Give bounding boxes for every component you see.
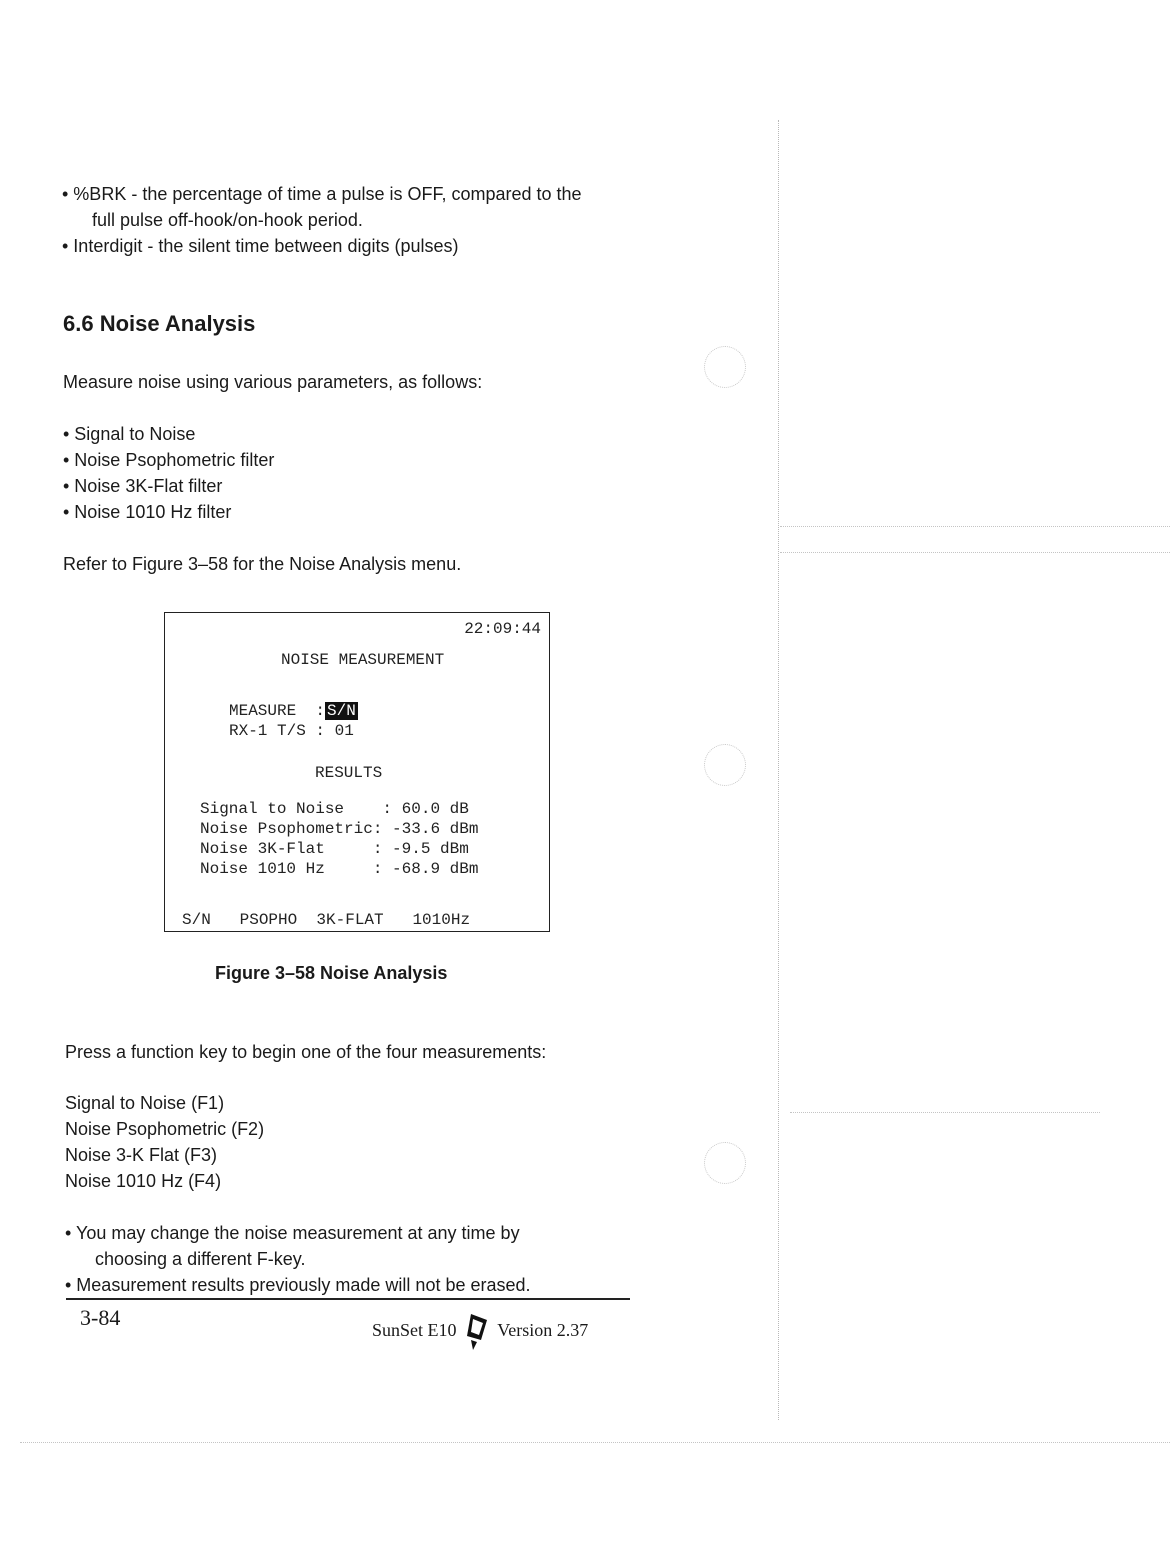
- scan-artifact-line: [20, 1442, 1170, 1443]
- noise-measurement-screen: [164, 612, 550, 932]
- section-intro: Measure noise using various parameters, as follows:: [63, 372, 483, 392]
- function-key-bar[interactable]: S/N PSOPHO 3K-FLAT 1010Hz: [182, 911, 471, 929]
- rx-timeslot-row: RX-1 T/S : 01: [229, 722, 354, 740]
- parameter-item: • Signal to Noise: [63, 424, 196, 444]
- figure-reference: Refer to Figure 3–58 for the Noise Analysis menu.: [63, 554, 462, 574]
- parameter-item: • Noise 3K-Flat filter: [63, 476, 223, 496]
- intro-bullet-brk: • %BRK - the percentage of time a pulse is OFF, compared to the: [62, 184, 582, 204]
- footer-product: [372, 1310, 588, 1350]
- measurement-f1: Signal to Noise (F1): [65, 1093, 225, 1113]
- result-row: Noise 1010 Hz : -68.9 dBm: [200, 860, 479, 878]
- product-name: SunSet E10: [372, 1320, 457, 1340]
- measurement-f4: Noise 1010 Hz (F4): [65, 1171, 222, 1191]
- footer-rule: [66, 1298, 630, 1300]
- result-row: Signal to Noise : 60.0 dB: [200, 800, 469, 818]
- measurement-f3: Noise 3-K Flat (F3): [65, 1145, 218, 1165]
- screen-title: NOISE MEASUREMENT: [281, 651, 445, 669]
- sunset-logo-icon: [463, 1310, 491, 1350]
- product-version: Version 2.37: [497, 1320, 589, 1340]
- scan-artifact-line: [780, 526, 1170, 527]
- note-change-key: • You may change the noise measurement at any time by: [65, 1223, 520, 1243]
- section-heading: 6.6 Noise Analysis: [63, 311, 256, 336]
- result-row: Noise Psophometric: -33.6 dBm: [200, 820, 479, 838]
- measure-row: [229, 701, 358, 721]
- scan-artifact-line: [790, 1112, 1100, 1113]
- parameter-item: • Noise 1010 Hz filter: [63, 502, 232, 522]
- binder-hole-icon: [704, 346, 746, 388]
- binder-hole-icon: [704, 1142, 746, 1184]
- figure-caption: Figure 3–58 Noise Analysis: [215, 963, 448, 983]
- note-results-kept: • Measurement results previously made will not be erased.: [65, 1275, 531, 1295]
- parameter-item: • Noise Psophometric filter: [63, 450, 275, 470]
- measurement-f2: Noise Psophometric (F2): [65, 1119, 265, 1139]
- results-label: RESULTS: [315, 764, 383, 782]
- binder-hole-icon: [704, 744, 746, 786]
- measure-value[interactable]: S/N: [327, 702, 356, 720]
- intro-bullet-interdigit: • Interdigit - the silent time between digits (pulses): [62, 236, 459, 256]
- scan-artifact-line: [780, 552, 1170, 553]
- scan-margin-line: [778, 120, 779, 1420]
- page-number: 3-84: [80, 1305, 121, 1330]
- result-row: Noise 3K-Flat : -9.5 dBm: [200, 840, 469, 858]
- instruction-text: Press a function key to begin one of the four measurements:: [65, 1042, 547, 1062]
- intro-bullet-brk-cont: full pulse off-hook/on-hook period.: [92, 210, 363, 230]
- note-change-key-cont: choosing a different F-key.: [95, 1249, 306, 1269]
- screen-clock: 22:09:44: [464, 620, 541, 638]
- measure-label: MEASURE :: [229, 702, 326, 720]
